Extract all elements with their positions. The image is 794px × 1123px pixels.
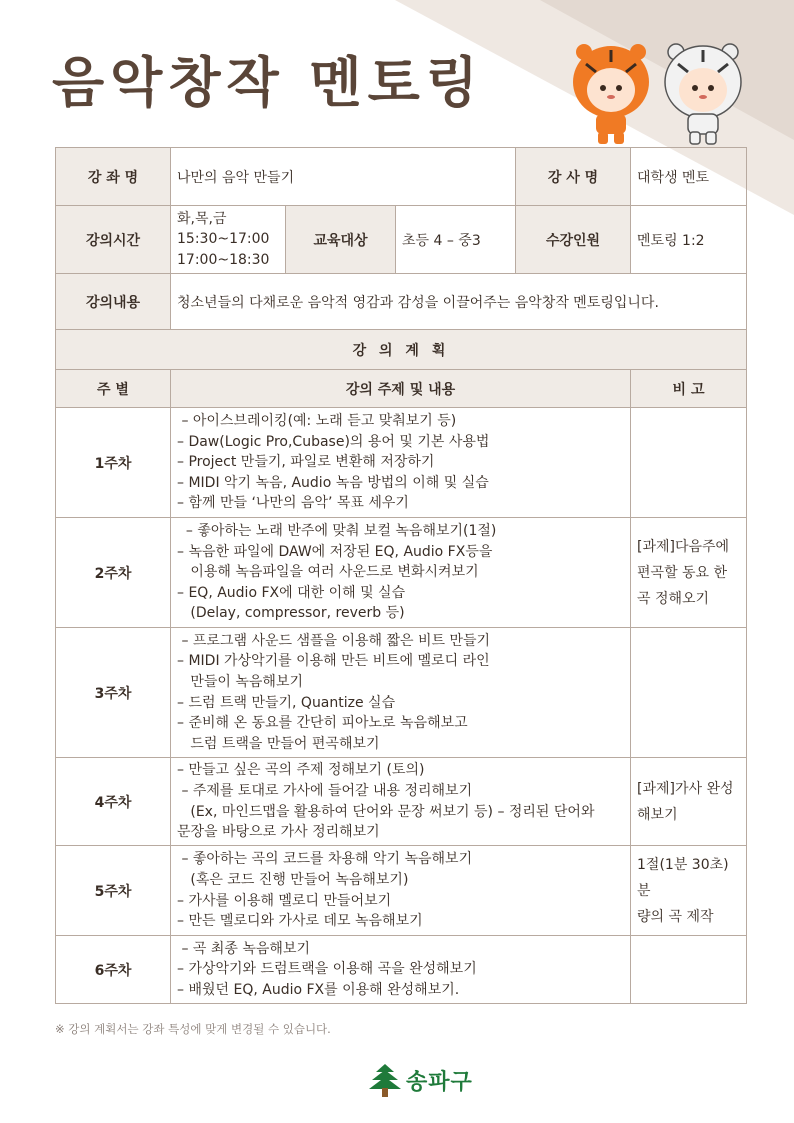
time-line: 15:30~17:00 (177, 231, 270, 248)
topic-line: – 준비해 온 동요를 간단히 피아노로 녹음해보고 (177, 715, 468, 732)
note-line: [과제]다음주에 (637, 538, 730, 555)
course-row (56, 148, 747, 206)
week-note (631, 518, 747, 628)
topic-line: – 아이스브레이킹(예: 노래 듣고 맞춰보기 등) (177, 413, 457, 430)
topic-line: – 곡 최종 녹음해보기 (177, 940, 310, 957)
course-name-label: 강 좌 명 (56, 148, 171, 206)
schedule-row (56, 206, 747, 274)
topic-line: – 가사를 이용해 멜로디 만들어보기 (177, 892, 392, 909)
time-line: 화,목,금 (177, 210, 227, 227)
note-line: 곡 정해오기 (637, 590, 710, 607)
instructor-label: 강 사 명 (516, 148, 631, 206)
time-label: 강의시간 (56, 206, 171, 274)
topic-line: – Project 만들기, 파일로 변환해 저장하기 (177, 454, 435, 471)
topic-line: 문장을 바탕으로 가사 정리해보기 (177, 824, 380, 841)
note-line: 1절(1분 30초)분 (637, 856, 729, 899)
topic-line: – 배웠던 EQ, Audio FX를 이용해 완성해보기. (177, 981, 460, 998)
week-label: 5주차 (56, 846, 171, 936)
capacity-label: 수강인원 (516, 206, 631, 274)
topic-line: – 만든 멜로디와 가사로 데모 녹음해보기 (177, 913, 423, 930)
week-topic (171, 518, 631, 628)
target-value: 초등 4 – 중3 (396, 206, 516, 274)
course-plan-table (55, 147, 747, 1004)
target-label: 교육대상 (286, 206, 396, 274)
col-week-header: 주 별 (56, 370, 171, 408)
week-note (631, 408, 747, 518)
week-rows (56, 408, 747, 1004)
tree-icon (368, 1062, 402, 1098)
topic-line: – 함께 만들 ‘나만의 음악’ 목표 세우기 (177, 495, 409, 512)
content-label: 강의내용 (56, 274, 171, 330)
week-label: 3주차 (56, 628, 171, 758)
week-label: 2주차 (56, 518, 171, 628)
time-line: 17:00~18:30 (177, 251, 270, 268)
logo-text: 송파구 (406, 1069, 473, 1095)
topic-line: 이용해 녹음파일을 여러 사운드로 변화시켜보기 (177, 564, 479, 581)
week-label: 6주차 (56, 936, 171, 1004)
topic-line: 만들이 녹음해보기 (177, 673, 303, 690)
content-row (56, 274, 747, 330)
week-note (631, 846, 747, 936)
topic-line: 드럼 트랙을 만들어 편곡해보기 (177, 735, 380, 752)
week-row (56, 628, 747, 758)
week-note (631, 758, 747, 846)
week-row (56, 758, 747, 846)
week-row (56, 518, 747, 628)
week-label: 1주차 (56, 408, 171, 518)
col-topic-header: 강의 주제 및 내용 (171, 370, 631, 408)
instructor-value: 대학생 멘토 (631, 148, 747, 206)
week-topic (171, 846, 631, 936)
week-row (56, 408, 747, 518)
week-row (56, 846, 747, 936)
week-row (56, 936, 747, 1004)
topic-line: – 녹음한 파일에 DAW에 저장된 EQ, Audio FX등을 (177, 543, 493, 560)
topic-line: – 드럼 트랙 만들기, Quantize 실습 (177, 694, 396, 711)
topic-line: – Daw(Logic Pro,Cubase)의 용어 및 기본 사용법 (177, 433, 490, 450)
orange-tiger-icon (573, 44, 649, 144)
note-line: 해보기 (637, 806, 678, 823)
topic-line: – EQ, Audio FX에 대한 이해 및 실습 (177, 584, 406, 601)
week-topic (171, 936, 631, 1004)
capacity-value: 멘토링 1:2 (631, 206, 747, 274)
topic-line: – 가상악기와 드럼트랙을 이용해 곡을 완성해보기 (177, 961, 477, 978)
col-note-header: 비 고 (631, 370, 747, 408)
week-label: 4주차 (56, 758, 171, 846)
note-line: 량의 곡 제작 (637, 908, 714, 925)
week-note (631, 628, 747, 758)
topic-line: – 좋아하는 곡의 코드를 차용해 악기 녹음해보기 (177, 851, 473, 868)
topic-line: – MIDI 악기 녹음, Audio 녹음 방법의 이해 및 실습 (177, 474, 489, 491)
note-line: 편곡할 동요 한 (637, 564, 728, 581)
page-title: 음악창작 멘토링 (52, 51, 484, 114)
white-tiger-icon (665, 44, 741, 144)
songpa-logo (368, 1062, 473, 1098)
topic-line: – MIDI 가상악기를 이용해 만든 비트에 멜로디 라인 (177, 653, 490, 670)
content-value: 청소년들의 다채로운 음악적 영감과 감성을 이끌어주는 음악창작 멘토링입니다. (171, 274, 747, 330)
topic-line: – 좋아하는 노래 반주에 맞춰 보컬 녹음해보기(1절) (177, 523, 497, 540)
topic-line: – 프로그램 사운드 샘플을 이용해 짧은 비트 만들기 (177, 632, 491, 649)
time-value (171, 206, 286, 274)
topic-line: – 만들고 싶은 곡의 주제 정해보기 (토의) (177, 762, 425, 779)
tiger-mascots (566, 42, 746, 146)
topic-line: (Delay, compressor, reverb 등) (177, 605, 405, 622)
topic-line: (혹은 코드 진행 만들어 녹음해보기) (177, 871, 409, 888)
week-topic (171, 408, 631, 518)
plan-header-row (56, 370, 747, 408)
note-line: [과제]가사 완성 (637, 780, 734, 797)
footnote: ※ 강의 계획서는 강좌 특성에 맞게 변경될 수 있습니다. (55, 1022, 331, 1036)
topic-line: (Ex, 마인드맵을 활용하여 단어와 문장 써보기 등) – 정리된 단어와 (177, 803, 595, 820)
plan-section-title: 강 의 계 획 (56, 330, 747, 370)
week-topic (171, 628, 631, 758)
plan-section-row (56, 330, 747, 370)
week-topic (171, 758, 631, 846)
topic-line: – 주제를 토대로 가사에 들어갈 내용 정리해보기 (177, 782, 473, 799)
course-name-value: 나만의 음악 만들기 (171, 148, 516, 206)
week-note (631, 936, 747, 1004)
